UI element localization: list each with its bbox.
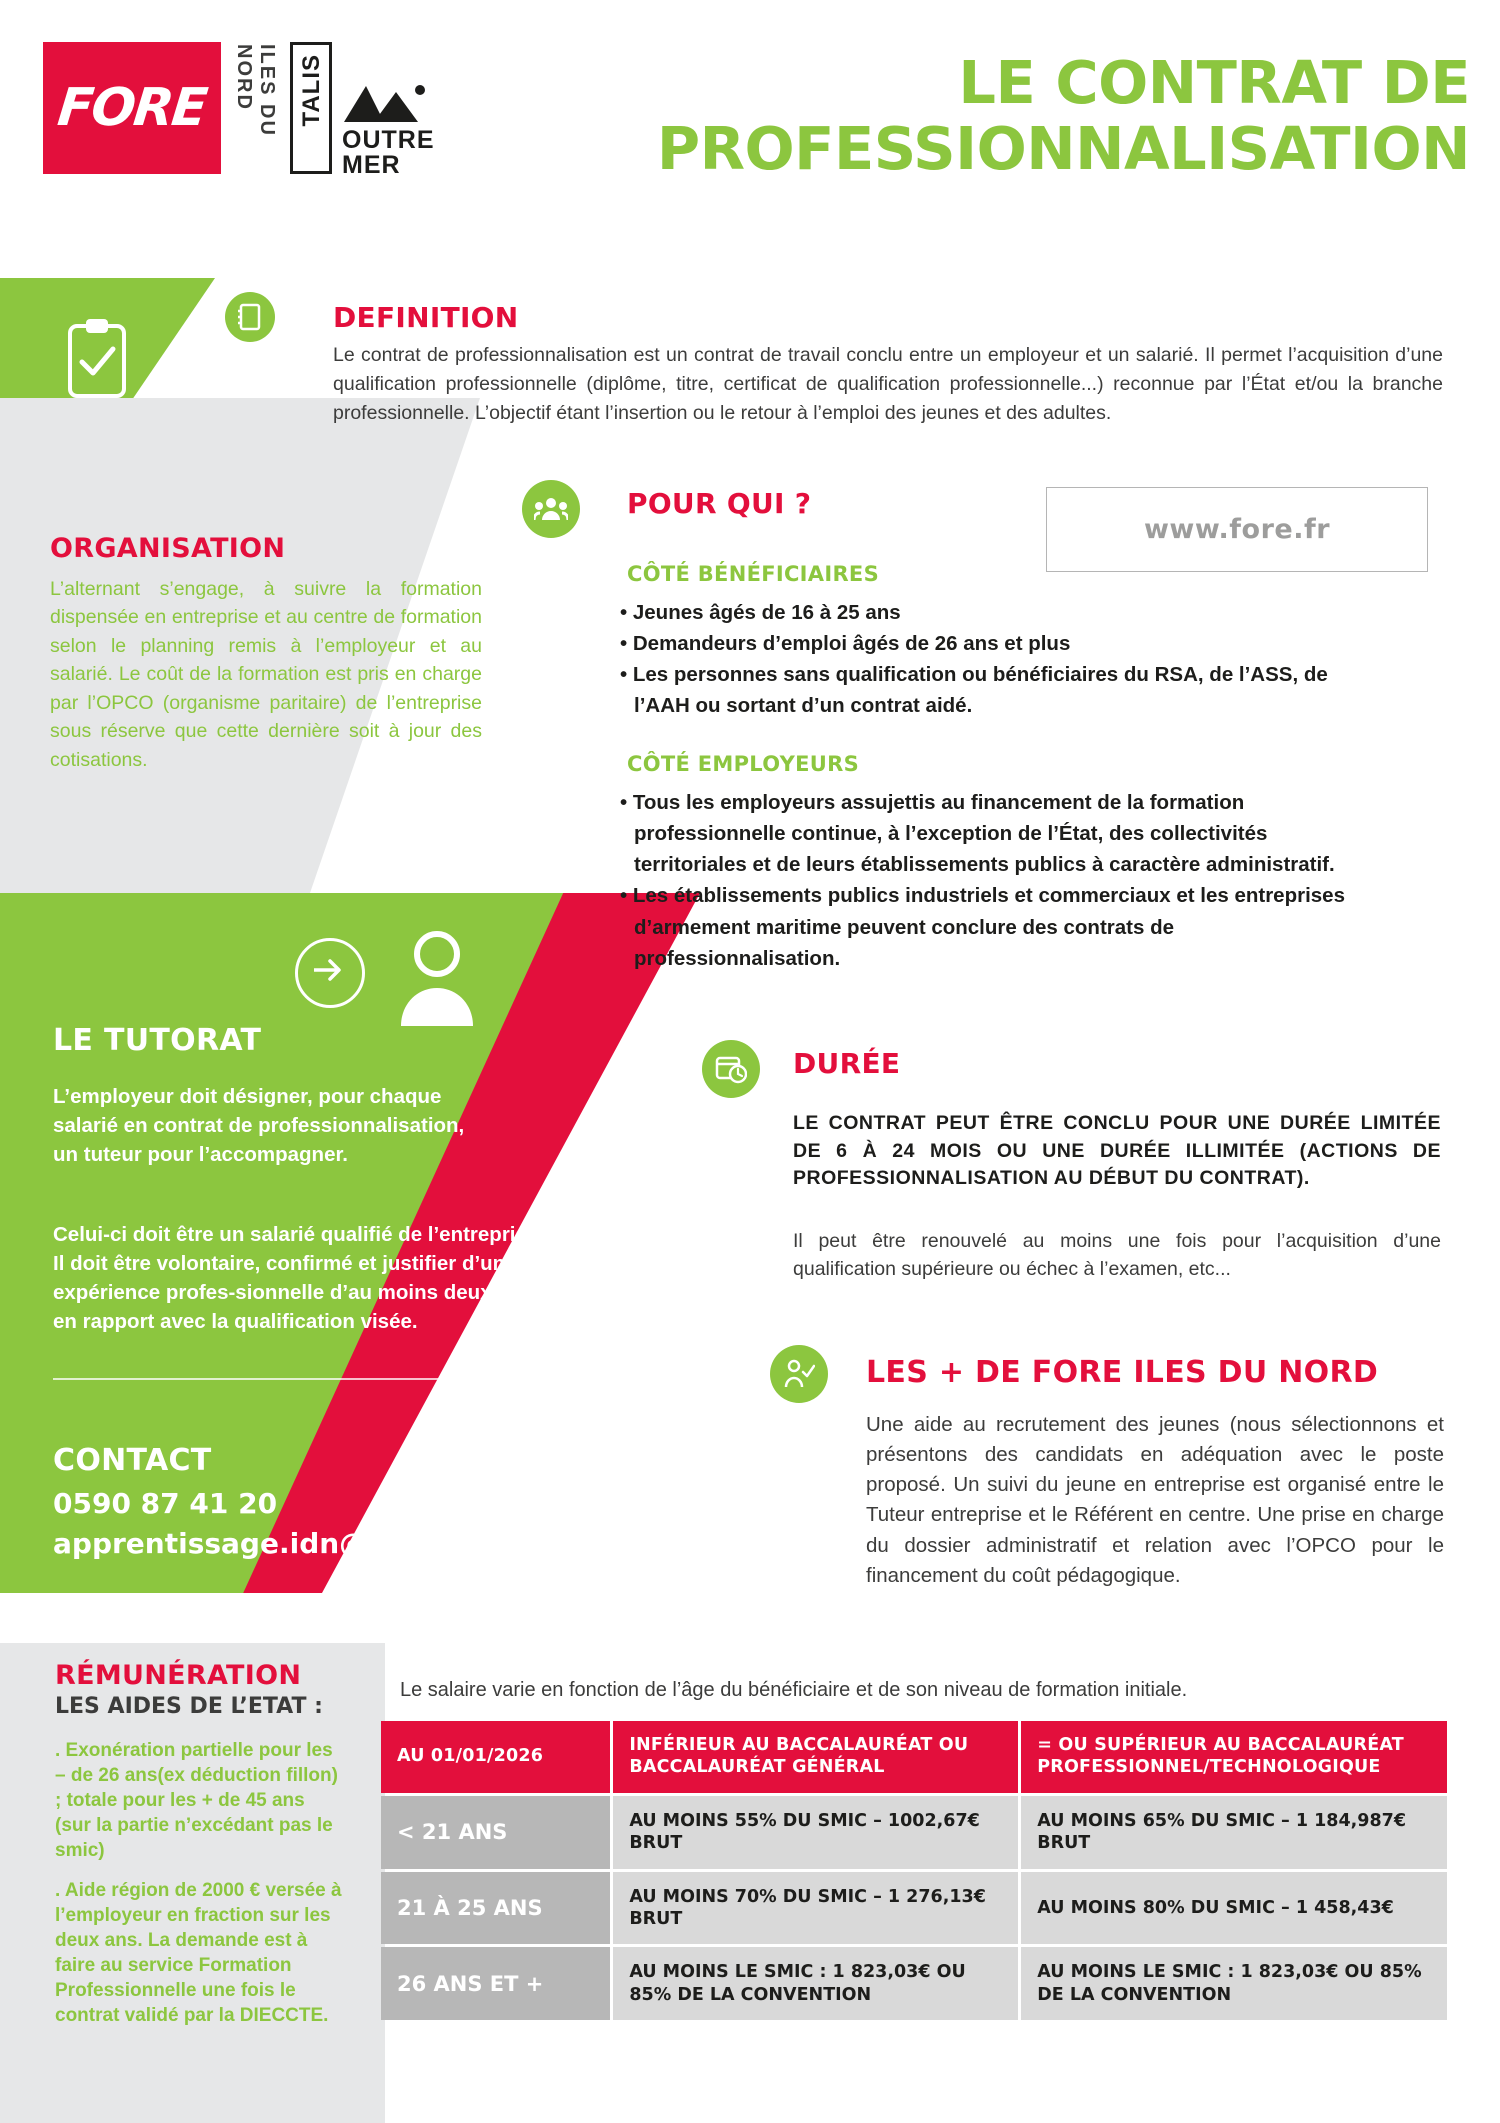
definition-title: DEFINITION (333, 301, 519, 334)
mountain-icon (344, 82, 430, 122)
duree-note: Il peut être renouvelé au moins une fois pour l’acquisition d’une qualification supérieure ou échec à l’examen, etc... (793, 1230, 1441, 1280)
salary-note: Le salaire varie en fonction de l’âge du bénéficiaire et de son niveau de formation initiale. (400, 1679, 1188, 1701)
definition-body: Le contrat de professionnalisation est un contrat de travail conclu entre un employeur et un salarié. Il permet l’acquisition d’une qualification professionnelle (diplôme, titre, certificat de qualification professionnelle...) reconnue par l’État et/ou la branche professionnelle. L’objectif étant l’insertion ou le retour à l’emploi des jeunes et des adultes. (333, 344, 1443, 424)
list-item-text: Jeunes âgés de 16 à 25 ans (632, 601, 901, 624)
salary-table-head (381, 1721, 1447, 1793)
list-item-text: Demandeurs d’emploi âgés de 26 ans et plus (632, 632, 1071, 656)
cote-employeurs-list (620, 787, 1380, 974)
page-title-line2: PROFESSIONNALISATION (656, 114, 1470, 184)
tutorat-title: LE TUTORAT (53, 1023, 262, 1058)
table-header-col1: INFÉRIEUR AU BACCALAURÉAT OU BACCALAURÉAT GÉNÉRAL (613, 1721, 1018, 1793)
table-cell-value: AU MOINS LE SMIC : 1 823,03€ OU 85% DE LA CONVENTION (1021, 1947, 1447, 2020)
person-icon (395, 930, 479, 1026)
header (0, 0, 1500, 262)
table-cell-value: AU MOINS 80% DU SMIC – 1 458,43€ (1021, 1872, 1447, 1945)
website-url: www.fore.fr (1143, 514, 1331, 545)
cote-beneficiaires-list (620, 597, 1360, 722)
list-item-text: Les établissements publics industriels et commerciaux et les entreprises d’armement maritime peuvent conclure des contrats de professionnalisation. (632, 884, 1345, 970)
page-title-line1: LE CONTRAT DE (958, 48, 1470, 117)
talis-logo-outre: OUTRE (342, 126, 435, 154)
table-header-row (381, 1721, 1447, 1793)
les-plus-title: LES + DE FORE ILES DU NORD (866, 1355, 1379, 1390)
organisation-body: L’alternant s’engage, à suivre la formation dispensée en entreprise et au centre de formation selon le planning remis à l’employeur et au salarié. Le coût de la formation est pris en charge par l’OPCO (organisme paritaire) de l’entreprise sous réserve que cette dernière soit à jour des cotisations. (50, 578, 482, 771)
checklist-person-icon (770, 1345, 828, 1403)
duree-title: DURÉE (793, 1047, 901, 1080)
table-cell-value: AU MOINS LE SMIC : 1 823,03€ OU 85% DE LA CONVENTION (613, 1947, 1018, 2020)
remuneration-subtitle: LES AIDES DE L’ETAT : (55, 1694, 323, 1719)
talis-outremer-logo (290, 42, 460, 179)
list-item-text: Les personnes sans qualification ou bénéficiaires du RSA, de l’ASS, de l’AAH ou sortant d’un contrat aidé. (632, 663, 1328, 718)
table-row (381, 1947, 1447, 2020)
table-cell-age: 26 ANS ET + (381, 1947, 610, 2020)
salary-table-body (381, 1796, 1447, 2020)
list-item: • Demandeurs d’emploi âgés de 26 ans et plus (620, 632, 1071, 656)
fore-logo-wordmark: FORE (55, 78, 209, 138)
talis-logo-mer: MER (342, 151, 401, 179)
table-cell-age: 21 À 25 ANS (381, 1872, 610, 1945)
list-item: • Les personnes sans qualification ou bénéficiaires du RSA, de l’ASS, de l’AAH ou sortant d’un contrat aidé. (620, 663, 1328, 718)
mail-check-icon (478, 1400, 598, 1510)
fore-logo (43, 42, 221, 174)
table-header-period: AU 01/01/2026 (381, 1721, 610, 1793)
salary-table (378, 1718, 1450, 2023)
table-row (381, 1796, 1447, 1869)
fore-logo-subtitle: ILES DU NORD (233, 44, 278, 137)
tutorat-paragraph-2: Celui-ci doit être un salarié qualifié de l’entreprise. Il doit être volontaire, confirmé et justifier d’une expérience profes-sionnelle d’au moins deux ans en rapport avec la qualification visée. (53, 1223, 544, 1334)
talis-logo-wordmark: TALIS (298, 54, 325, 127)
table-cell-age: < 21 ANS (381, 1796, 610, 1869)
clipboard-check-icon (62, 318, 132, 400)
contact-phone[interactable]: 0590 87 41 20 (53, 1487, 278, 1520)
table-cell-value: AU MOINS 70% DU SMIC – 1 276,13€ BRUT (613, 1872, 1018, 1945)
arrow-right-icon (295, 938, 365, 1008)
list-item-text: Tous les employeurs assujettis au financement de la formation professionnelle continue, à l’exception de l’État, des collectivités territoriales et de leurs établissements publics à caractère administratif. (632, 791, 1335, 877)
organisation-title: ORGANISATION (50, 533, 286, 564)
page-title (540, 50, 1470, 182)
calendar-clock-icon (702, 1040, 760, 1098)
remuneration-title: RÉMUNÉRATION (55, 1660, 302, 1691)
cote-beneficiaires-title: CÔTÉ BÉNÉFICIAIRES (627, 562, 880, 586)
duree-highlight: LE CONTRAT PEUT ÊTRE CONCLU POUR UNE DURÉE LIMITÉE DE 6 À 24 MOIS OU UNE DURÉE ILLIMITÉE (ACTIONS DE PROFESSIONNALISATION AU DÉBUT DU CONTRAT). (793, 1112, 1441, 1190)
remuneration-aide-2: . Aide région de 2000 € versée à l’employeur en fraction sur les deux ans. La demande est à faire au service Formation Professionnelle une fois le contrat validé par la DIECCTE. (55, 1880, 342, 2027)
list-item: • Tous les employeurs assujettis au financement de la formation professionnelle continue, à l’exception de l’État, des collectivités territoriales et de leurs établissements publics à caractère administratif. (620, 791, 1335, 877)
website-box[interactable] (1046, 487, 1428, 572)
list-item: • Les établissements publics industriels et commerciaux et les entreprises d’armement maritime peuvent conclure des contrats de professionnalisation. (620, 884, 1345, 970)
table-cell-value: AU MOINS 55% DU SMIC – 1002,67€ BRUT (613, 1796, 1018, 1869)
list-item: • Jeunes âgés de 16 à 25 ans (620, 601, 901, 624)
divider (53, 1378, 563, 1380)
les-plus-body: Une aide au recrutement des jeunes (nous sélectionnons et présentons des candidats en adéquation avec le poste proposé. Un suivi du jeune en entreprise est organisé entre le Tuteur entreprise et le Référent en centre. Une prise en charge du dossier administratif et relation avec l’OPCO pour le financement du coût pédagogique. (866, 1413, 1444, 1587)
people-group-icon (522, 480, 580, 538)
contact-email[interactable]: apprentissage.idn@fore.fr (53, 1527, 469, 1560)
pour-qui-title: POUR QUI ? (627, 487, 812, 520)
table-cell-value: AU MOINS 65% DU SMIC – 1 184,987€ BRUT (1021, 1796, 1447, 1869)
tutorat-paragraph-1: L’employeur doit désigner, pour chaque salarié en contrat de professionnalisation, un tuteur pour l’accompagner. (53, 1085, 465, 1167)
remuneration-aide-1: . Exonération partielle pour les – de 26 ans(ex déduction fillon) ; totale pour les + de 45 ans (sur la partie n’excédant pas le smic) (55, 1740, 338, 1862)
cote-employeurs-title: CÔTÉ EMPLOYEURS (627, 752, 860, 776)
contact-title: CONTACT (53, 1443, 212, 1478)
talis-logo-outremer (342, 128, 435, 178)
document-icon (225, 292, 275, 342)
table-row (381, 1872, 1447, 1945)
table-header-col2: = OU SUPÉRIEUR AU BACCALAURÉAT PROFESSIONNEL/TECHNOLOGIQUE (1021, 1721, 1447, 1793)
